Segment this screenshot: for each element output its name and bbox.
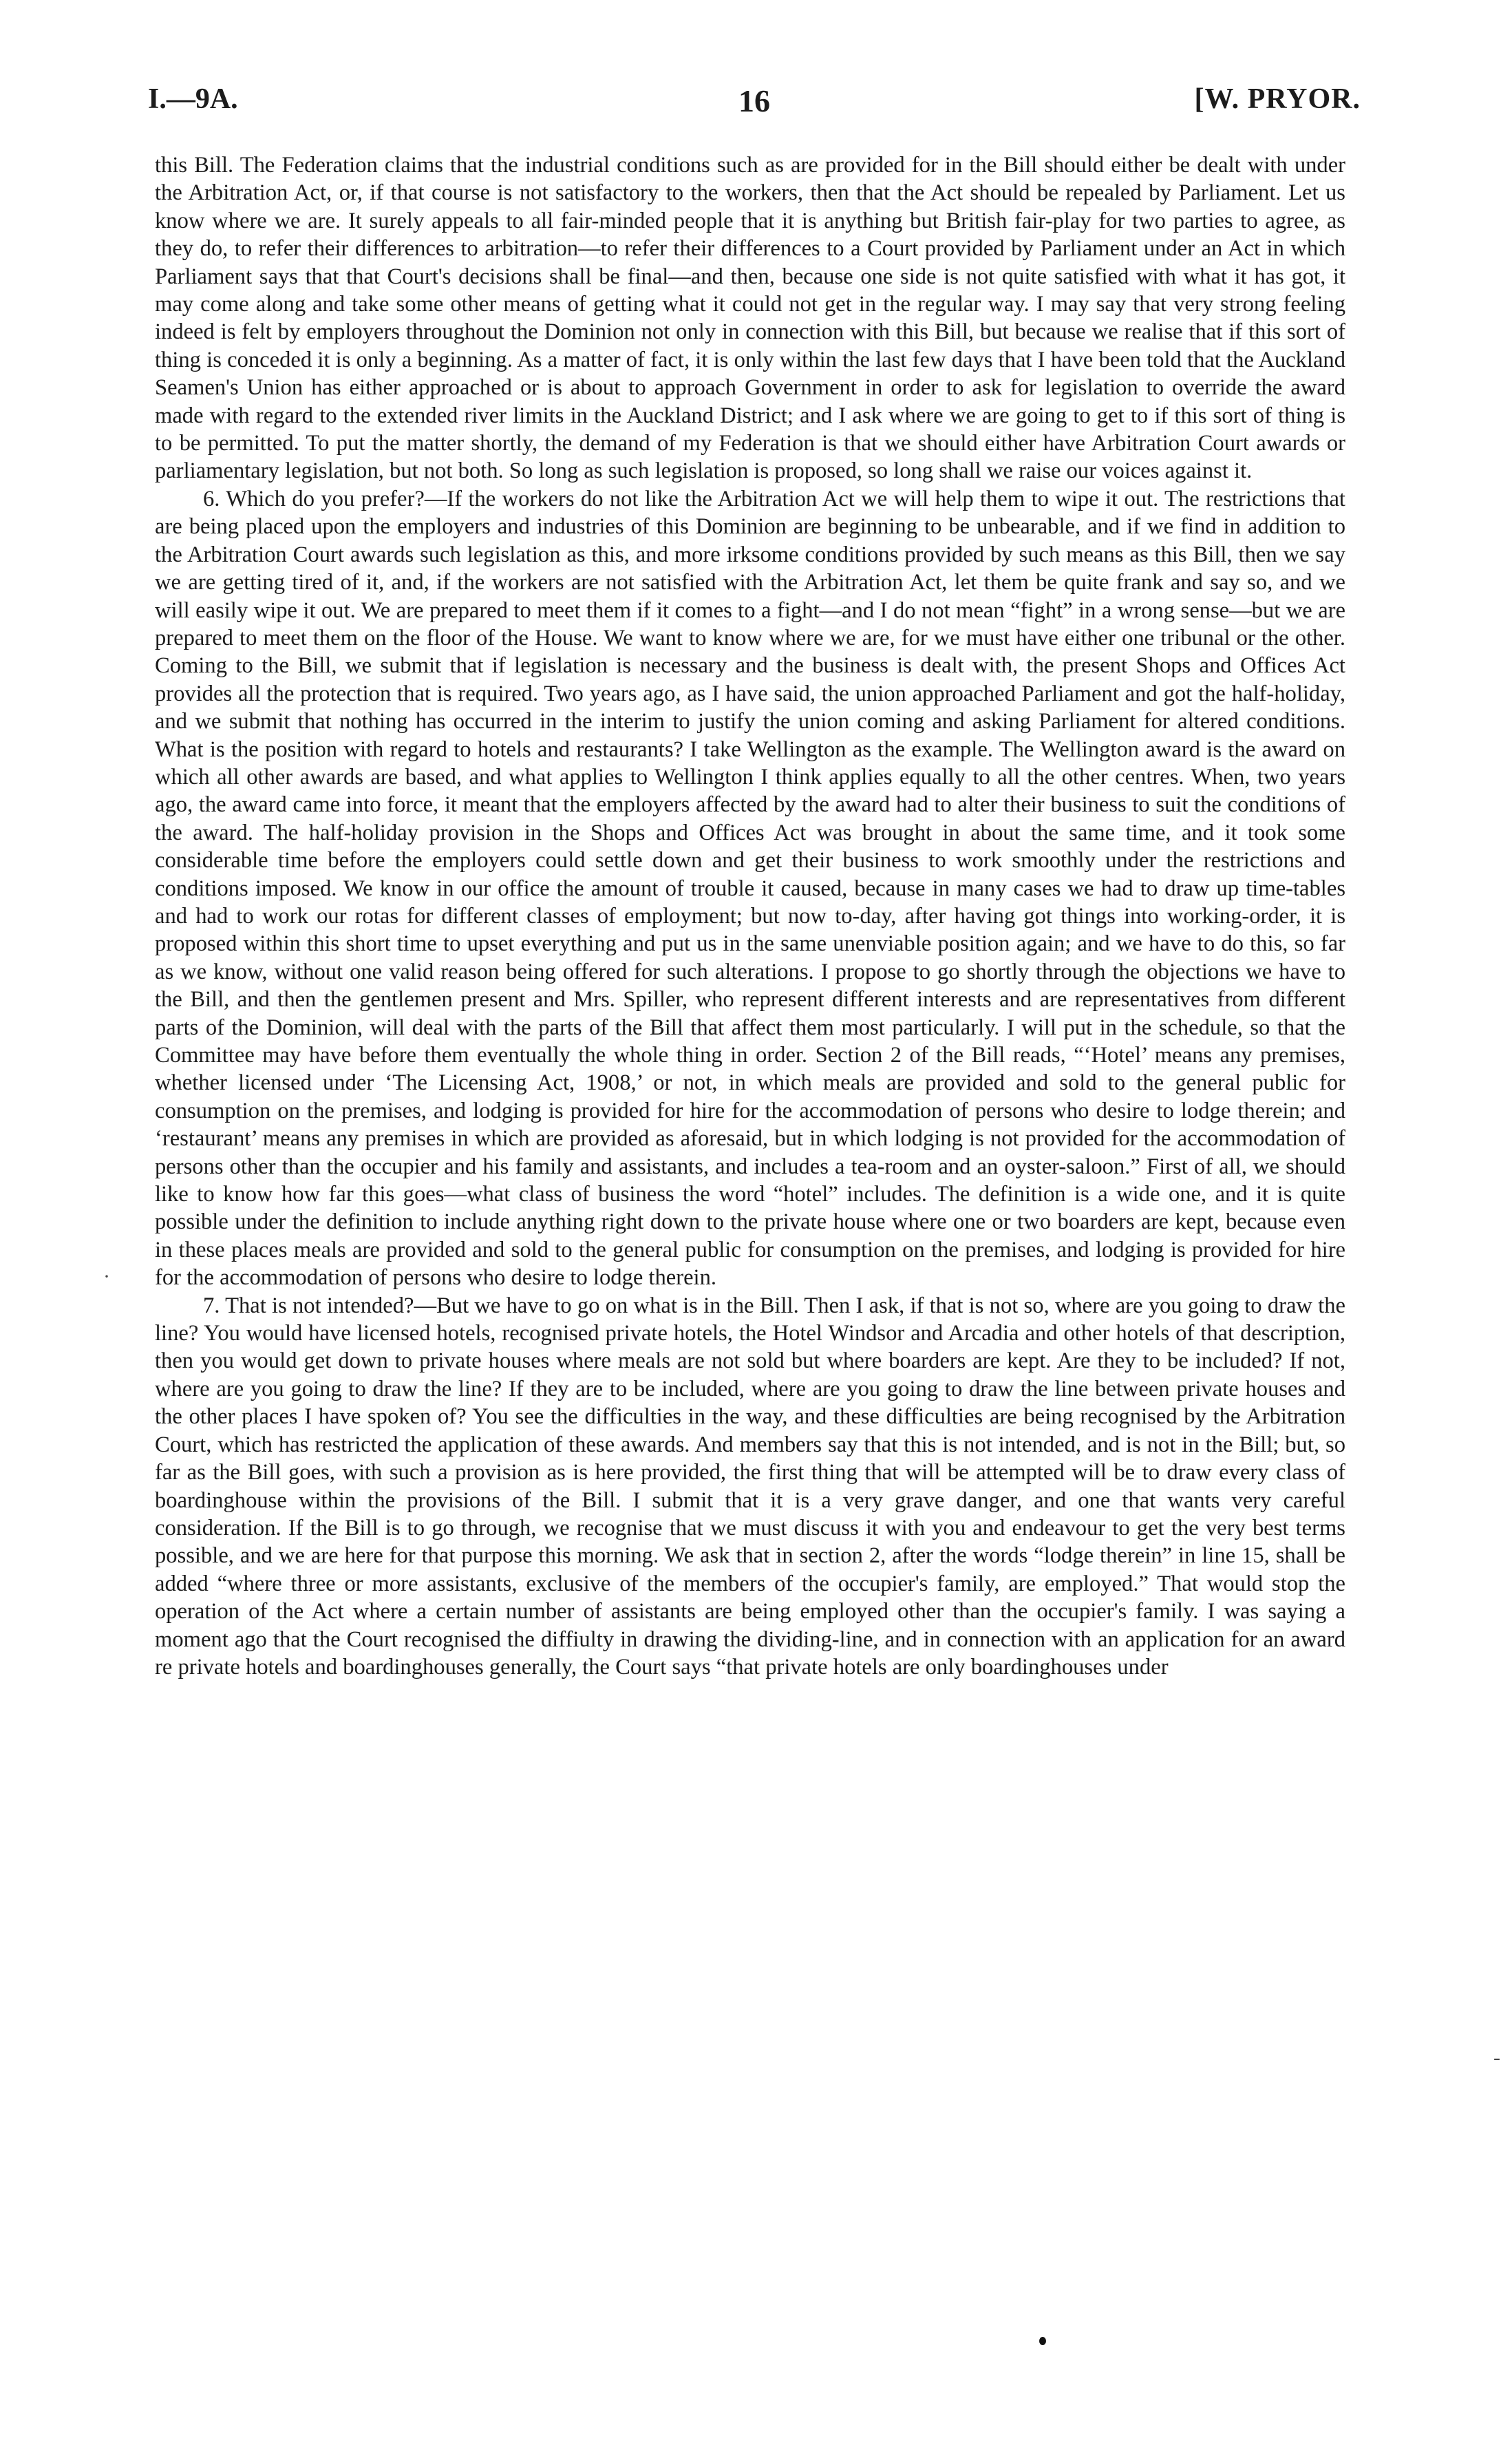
ink-speck [1039, 2337, 1046, 2345]
body-text [155, 151, 1345, 1681]
paragraph-question-7: 7. That is not intended?—But we have to go on what is in the Bill. Then I ask, if that is not so, where are you going to draw the line? You would have licensed hotels, recognised private hotels, the Hotel Windsor and Arcadia and other hotels of that description, then you would get down to private houses where meals are not sold but where boarders are kept. Are they to be included? If not, where are you going to draw the line? If they are to be included, where are you going to draw the line between private houses and the other places I have spoken of? You see the difficulties in the way, and these difficulties are being recognised by the Arbitration Court, which has restricted the application of these awards. And members say that this is not intended, and is not in the Bill; but, so far as the Bill goes, with such a provision as is here provided, the first thing that will be attempted will be to draw every class of boardinghouse within the provisions of the Bill. I submit that it is a very grave danger, and one that wants very careful consideration. If the Bill is to go through, we recognise that we must discuss it with you and endeavour to get the very best terms possible, and we are here for that purpose this morning. We ask that in section 2, after the words “lodge therein” in line 15, shall be added “where three or more assistants, exclusive of the members of the occupier's family, are employed.” That would stop the operation of the Act where a certain number of assistants are being employed other than the occupier's family. I was saying a moment ago that the Court recognised the diffiulty in drawing the dividing-line, and in connection with an application for an award re private hotels and boardinghouses generally, the Court says “that private hotels are only boardinghouses under [155, 1293, 1345, 1680]
page-number: 16 [738, 83, 770, 118]
paragraph-1: this Bill. The Federation claims that the industrial conditions such as are provided for in the Bill should either be dealt with under the Arbitration Act, or, if that course is not satisfactory to the workers, then that the Act should be repealed by Parliament. Let us know where we are. It surely appeals to all fair-minded people that it is anything but British fair-play for two parties to agree, as they do, to refer their differences to arbitration—to refer their differences to a Court provided by Parliament under an Act in which Parliament says that that Court's decisions shall be final—and then, because one side is not quite satisfied with what it has got, it may come along and take some other means of getting what it could not get in the regular way. I may say that very strong feeling indeed is felt by employers throughout the Dominion not only in connection with this Bill, but because we realise that if this sort of thing is conceded it is only a beginning. As a matter of fact, it is only within the last few days that I have been told that the Auckland Seamen's Union has either approached or is about to approach Government in order to ask for legislation to override the award made with regard to the extended river limits in the Auckland District; and I ask where we are going to get to if this sort of thing is to be permitted. To put the matter shortly, the demand of my Federation is that we should either have Arbitration Court awards or parliamentary legislation, but not both. So long as such legislation is proposed, so long shall we raise our voices against it. [155, 153, 1345, 484]
document-reference: I.—9A. [148, 83, 238, 115]
margin-mark: · [103, 1265, 110, 1288]
margin-mark: - [1493, 2046, 1500, 2069]
page-header [148, 83, 1361, 131]
paragraph-question-6: 6. Which do you prefer?—If the workers do not like the Arbitration Act we will help them to wipe it out. The restrictions that are being placed upon the employers and industries of this Dominion are beginning to be unbearable, and if we find in addition to the Arbitration Court awards such legislation as this, and more irksome conditions provided by such means as this Bill, then we say we are getting tired of it, and, if the workers are not satisfied with the Arbitration Act, let them be quite frank and say so, and we will easily wipe it out. We are prepared to meet them if it comes to a fight—and I do not mean “fight” in a wrong sense—but we are prepared to meet them on the floor of the House. We want to know where we are, for we must have either one tribunal or the other. Coming to the Bill, we submit that if legislation is necessary and the business is dealt with, the present Shops and Offices Act provides all the protection that is required. Two years ago, as I have said, the union approached Parliament and got the half-holiday, and we submit that nothing has occurred in the interim to justify the union coming and asking Parliament for altered conditions. What is the position with regard to hotels and restaurants? I take Wellington as the example. The Wellington award is the award on which all other awards are based, and what applies to Wellington I think applies equally to all the other centres. When, two years ago, the award came into force, it meant that the employers affected by the award had to alter their business to suit the conditions of the award. The half-holiday provision in the Shops and Offices Act was brought in about the same time, and it took some considerable time before the employers could settle down and get their business to work smoothly under the restrictions and conditions imposed. We know in our office the amount of trouble it caused, because in many cases we had to draw up time-tables and had to work our rotas for different classes of employment; but now to-day, after having got things into working-order, it is proposed within this short time to upset everything and put us in the same unenviable position again; and we have to do this, so far as we know, without one valid reason being offered for such alterations. I propose to go shortly through the objections we have to the Bill, and then the gentlemen present and Mrs. Spiller, who represent different interests and are representatives from different parts of the Dominion, will deal with the parts of the Bill that affect them most particularly. I will put in the schedule, so that the Committee may have before them eventually the whole thing in order. Section 2 of the Bill reads, “‘Hotel’ means any premises, whether licensed under ‘The Licensing Act, 1908,’ or not, in which meals are provided and sold to the general public for consumption on the premises, and lodging is provided for hire for the accommodation of persons who desire to lodge therein; and ‘restaurant’ means any premises in which are provided as aforesaid, but in which lodging is not provided for the accommodation of persons other than the occupier and his family and assistants, and includes a tea-room and an oyster-saloon.” First of all, we should like to know how far this goes—what class of business the word “hotel” includes. The definition is a wide one, and it is quite possible under the definition to include anything right down to the private house where one or two boarders are kept, because even in these places meals are provided and sold to the general public for consumption on the premises, and lodging is provided for hire for the accommodation of persons who desire to lodge therein. [155, 486, 1345, 1291]
speaker-name: [W. PRYOR. [1194, 83, 1361, 115]
